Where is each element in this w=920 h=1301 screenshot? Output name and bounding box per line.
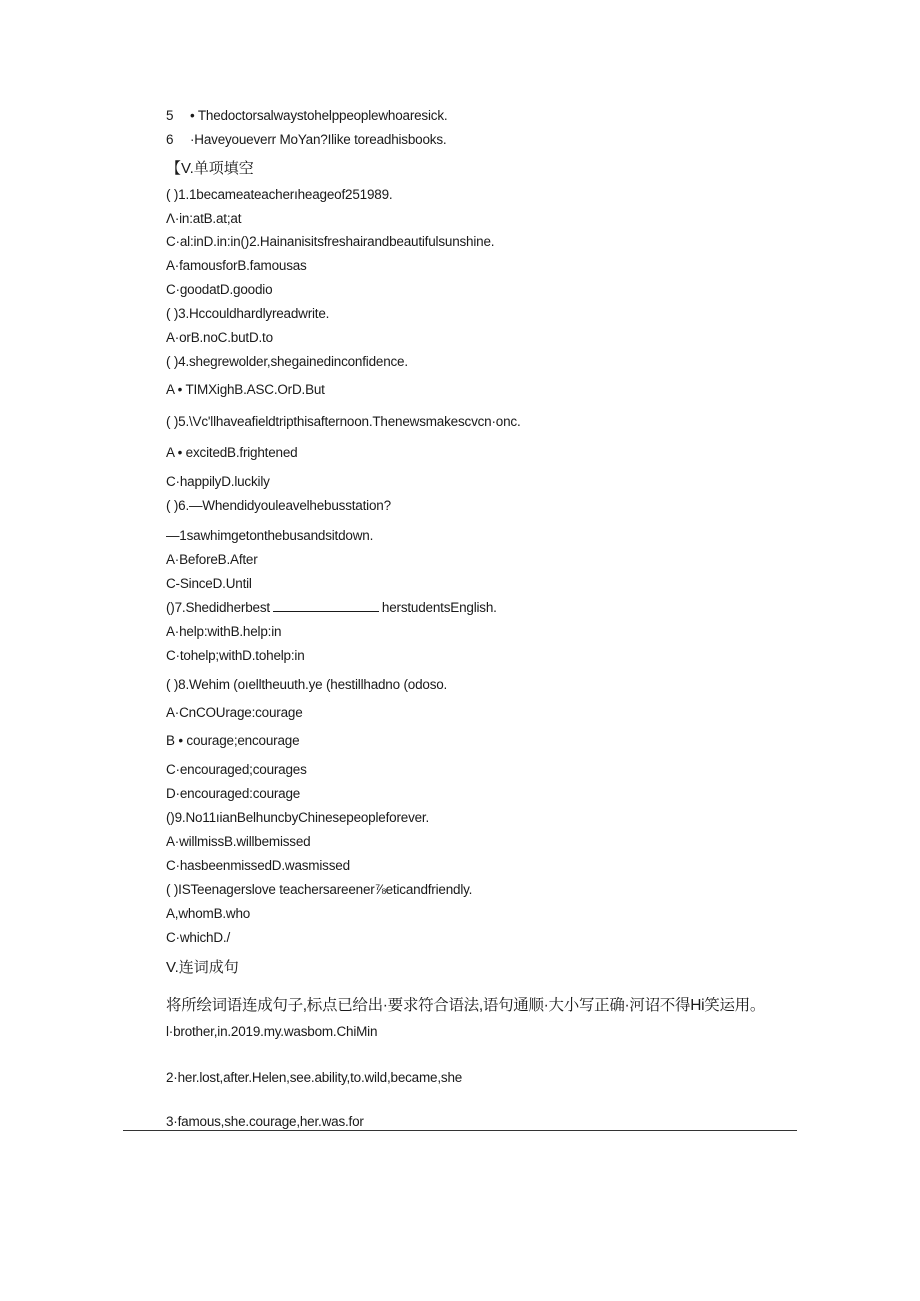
answer-line (123, 1130, 797, 1131)
sentence-item-1: l·brother,in.2019.my.wasbom.ChiMin (166, 1024, 378, 1039)
item-text: • Thedoctorsalwaystohelppeoplewhoaresick. (190, 108, 448, 123)
question-9-options-ab: A·willmissB.willbemissed (166, 834, 311, 849)
question-6: ( )6.—Whendidyouleavelhebusstation? (166, 498, 391, 513)
item-number: 6 (166, 132, 174, 147)
exercise-line-6 (166, 131, 446, 149)
item-text: ·Haveyoueverr MoYan?Ilike toreadhisbooks. (190, 132, 447, 147)
question-2-options-cd: C·goodatD.goodio (166, 282, 273, 297)
question-3-options: A·orB.noC.butD.to (166, 330, 273, 345)
item-number: 5 (166, 108, 174, 123)
sentence-item-2: 2·her.lost,after.Helen,see.ability,to.wild,became,she (166, 1070, 463, 1085)
section-heading-sentences: V.连词成句 (166, 959, 239, 976)
question-1-options-ab: Λ·in:atB.at;at (166, 211, 242, 226)
question-7-suffix: herstudentsEnglish. (381, 600, 497, 615)
question-7 (166, 599, 497, 617)
question-5-options-ab: A • excitedB.frightened (166, 445, 298, 460)
question-9: ()9.No11ıianBelhuncbyChinesepeopleforever. (166, 810, 430, 825)
exercise-line-5 (166, 107, 447, 125)
question-6-options-cd: C-SinceD.Until (166, 576, 252, 591)
sentence-item-3: 3·famous,she.courage,her.was.for (166, 1114, 364, 1129)
question-3: ( )3.Hccouldhardlyreadwrite. (166, 306, 330, 321)
question-10-options-cd: C·whichD./ (166, 930, 231, 945)
section-instruction: 将所绘词语连成句子,标点已给出·要求符合语法,语句通顺·大小写正确·河诏不得Hi笑运用。 (166, 997, 766, 1014)
question-2-options-ab: A·famousforB.famousas (166, 258, 307, 273)
question-5-options-cd: C·happilyD.luckily (166, 474, 270, 489)
question-6-reply: —1sawhimgetonthebusandsitdown. (166, 528, 374, 543)
question-9-options-cd: C·hasbeenmissedD.wasmissed (166, 858, 350, 873)
question-10-options-ab: A,whomB.who (166, 906, 251, 921)
answer-blank[interactable] (273, 599, 379, 612)
question-8-option-c: C·encouraged;courages (166, 762, 307, 777)
question-5: ( )5.\Vc'llhaveafieldtripthisafternoon.Thenewsmakescvcn·onc. (166, 414, 521, 429)
question-8-option-d: D·encouraged:courage (166, 786, 301, 801)
question-6-options-ab: A·BeforeB.After (166, 552, 258, 567)
question-10: ( )ISTeenagerslove teachersareener⅞eticandfriendly. (166, 882, 473, 897)
section-heading-single-choice: 【V.单项填空 (166, 160, 254, 177)
question-7-options-ab: A·help:withB.help:in (166, 624, 282, 639)
question-7-options-cd: C·tohelp;withD.tohelp:in (166, 648, 305, 663)
question-1-options-cd-question-2: C·al:inD.in:in()2.Hainanisitsfreshairandbeautifulsunshine. (166, 234, 495, 249)
question-4-options: A • TIMXighB.ASC.OrD.But (166, 382, 325, 397)
question-8-option-b: B • courage;encourage (166, 733, 300, 748)
question-7-prefix: ()7.Shedidherbest (166, 600, 270, 615)
question-4: ( )4.shegrewolder,shegainedinconfidence. (166, 354, 408, 369)
question-8-option-a: A·CnCOUrage:courage (166, 705, 303, 720)
question-8: ( )8.Wehim (oıellthеuuth.ye (hestillhadno (odoso. (166, 677, 448, 692)
question-1: ( )1.1becameateacherıheageof251989. (166, 187, 393, 202)
